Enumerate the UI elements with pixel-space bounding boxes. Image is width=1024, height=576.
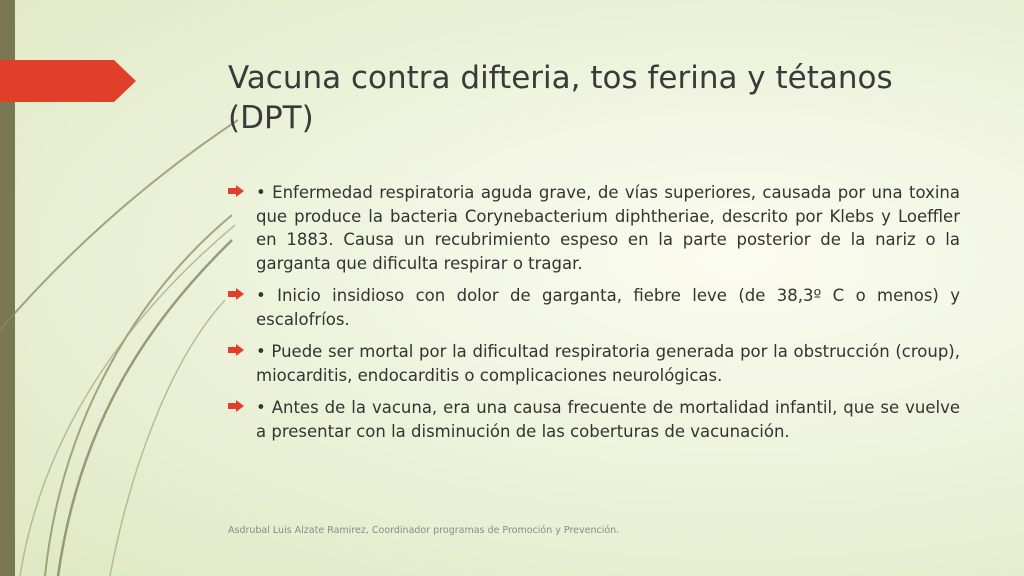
title-arrow-shape (0, 60, 136, 102)
bullet-item (228, 340, 960, 387)
arrow-bullet-icon (228, 185, 244, 197)
arrow-bullet-icon (228, 288, 244, 300)
bullet-text: • Antes de la vacuna, era una causa frecuente de mortalidad infantil, que se vuelve a presentar con la disminución de las coberturas de vacunación. (256, 398, 960, 441)
bullet-item (228, 284, 960, 331)
slide-title: Vacuna contra difteria, tos ferina y tétanos (DPT) (228, 60, 893, 136)
bullet-item (228, 181, 960, 275)
bullet-text: • Enfermedad respiratoria aguda grave, de vías superiores, causada por una toxina que produce la bacteria Corynebacterium diphtheriae, descrito por Klebs y Loeffler en 1883. Causa un recubrimiento espeso en la parte posterior de la nariz o la garganta que dificulta respirar o tragar. (256, 183, 960, 273)
arrow-bullet-icon (228, 344, 244, 356)
arrow-bullet-icon (228, 400, 244, 412)
bullet-list (228, 181, 960, 452)
bullet-item (228, 396, 960, 443)
bullet-text: • Inicio insidioso con dolor de garganta, fiebre leve (de 38,3º C o menos) y escalofríos. (256, 286, 960, 329)
bullet-text: • Puede ser mortal por la dificultad respiratoria generada por la obstrucción (croup), miocarditis, endocarditis o complicaciones neurológicas. (256, 342, 960, 385)
slide-footer: Asdrubal Luis Alzate Ramirez, Coordinador programas de Promoción y Prevención. (228, 525, 620, 536)
